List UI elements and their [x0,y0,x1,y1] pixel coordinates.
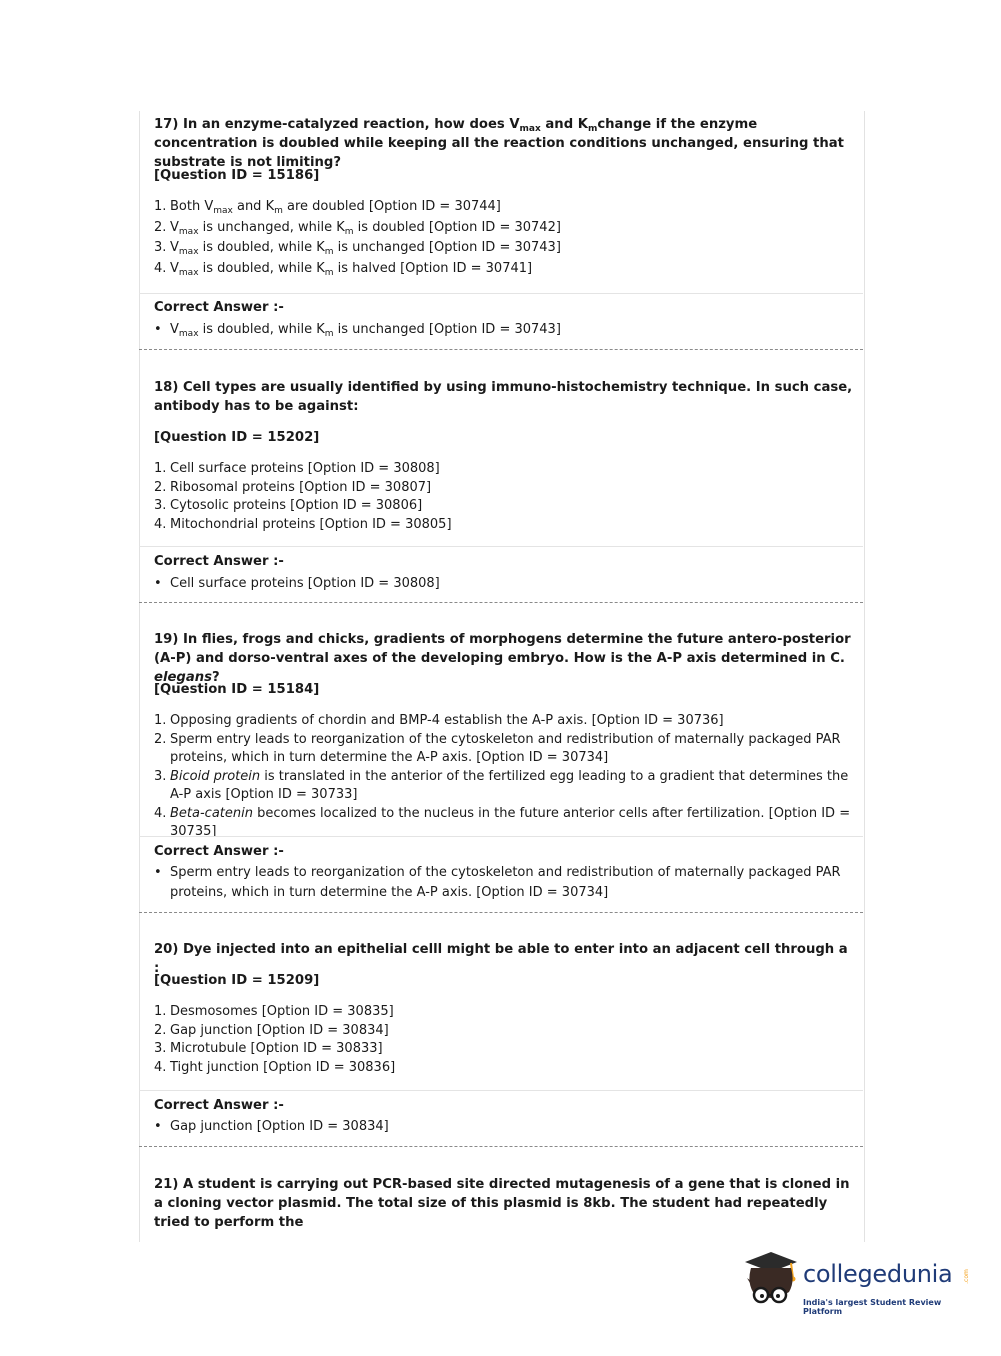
correct-answer: • Gap junction [Option ID = 30834] [154,1119,389,1134]
question-17 [139,111,863,351]
options-list [154,460,854,534]
correct-answer: • Sperm entry leads to reorganization of the cytoskeleton and redistribution of maternally packaged PAR proteins, which in turn determine the A-P axis. [Option ID = 30734] [154,865,841,900]
option: 2. $V_{max}$ is unchanged, while $K_m$ is doubled [Option ID = 30742] [154,219,561,237]
question-separator [139,912,863,913]
question-18 [139,351,863,604]
correct-answer: • $V_{max}$ is doubled, while $K_m$ is unchanged [Option ID = 30743] [154,322,561,339]
divider [139,836,863,837]
option: 3. Cytosolic proteins [Option ID = 30806] [154,498,423,513]
option: 1. Desmosomes [Option ID = 30835] [154,1004,394,1019]
mascot-icon [741,1248,801,1318]
options-list [154,1003,854,1077]
question-id: [Question ID = 15184] [154,682,320,697]
collegedunia-logo [741,1248,971,1318]
brand-tagline: India's largest Student Review Platform [803,1298,942,1316]
question-separator [139,602,863,603]
option: 2. Gap junction [Option ID = 30834] [154,1022,389,1038]
question-stem: 21) A student is carrying out PCR-based site directed mutagenesis of a gene that is cloned in a cloning vector plasmid. The total size of this plasmid is 8kb. The student had repeatedly tried to perform the [154,1177,850,1230]
option: 4. Tight junction [Option ID = 30836] [154,1059,396,1075]
options-list [154,712,854,842]
option: 2. Sperm entry leads to reorganization of the cytoskeleton and redistribution of maternally packaged PAR proteins, which in turn determine the A-P axis. [Option ID = 30734] [154,731,841,765]
options-list [154,197,854,279]
question-20 [139,914,863,1148]
question-stem: 20) Dye injected into an epithelial celll might be able to enter into an adjacent cell through a : [154,942,848,976]
brand-dotcom: .com [962,1269,970,1284]
correct-answer-label: Correct Answer :- [154,1098,284,1113]
option: 1. Cell surface proteins [Option ID = 30808] [154,461,440,476]
question-stem: 19) In flies, frogs and chicks, gradients of morphogens determine the future antero-posterior (A-P) and dorso-ventral axes of the developing embryo. How is the A-P axis determined in C. elegans? [154,632,851,685]
correct-answer-label: Correct Answer :- [154,844,284,859]
question-separator [139,349,863,350]
question-stem: 17) In an enzyme-catalyzed reaction, how does $V_{max}$ and $K_mchange$ if the enzyme concentration is doubled while keeping all the reaction conditions unchanged, ensuring that substrate is not limiting? [154,117,844,170]
brand-name: collegedunia [803,1260,953,1288]
question-id: [Question ID = 15202] [154,430,320,445]
option: 1. Opposing gradients of chordin and BMP-4 establish the A-P axis. [Option ID = 30736] [154,713,724,728]
divider [139,546,863,547]
option: 3. Bicoid protein is translated in the anterior of the fertilized egg leading to a gradient that determines the A-P axis [Option ID = 30733] [154,768,849,802]
option: 2. Ribosomal proteins [Option ID = 30807] [154,479,432,495]
question-id: [Question ID = 15186] [154,168,320,183]
question-21 [139,1148,863,1242]
option: 3. Microtubule [Option ID = 30833] [154,1041,383,1056]
question-separator [139,1146,863,1147]
option: 4. $V_{max}$ is doubled, while $K_m$ is halved [Option ID = 30741] [154,260,533,278]
divider [139,293,863,294]
divider [139,1090,863,1091]
option: 3. $V_{max}$ is doubled, while $K_m$ is unchanged [Option ID = 30743] [154,240,561,257]
question-stem: 18) Cell types are usually identified by using immuno-histochemistry technique. In such case, antibody has to be against: [154,380,853,414]
correct-answer-label: Correct Answer :- [154,300,284,315]
question-id: [Question ID = 15209] [154,973,320,988]
question-19 [139,604,863,914]
correct-answer: • Cell surface proteins [Option ID = 30808] [154,576,440,591]
option: 4. Beta-catenin becomes localized to the nucleus in the future anterior cells after fertilization. [Option ID = 30735] [154,805,851,839]
option: 1. Both $V_{max}$ and $K_m$ are doubled [Option ID = 30744] [154,199,501,216]
option: 4. Mitochondrial proteins [Option ID = 30805] [154,516,452,532]
correct-answer-label: Correct Answer :- [154,554,284,569]
